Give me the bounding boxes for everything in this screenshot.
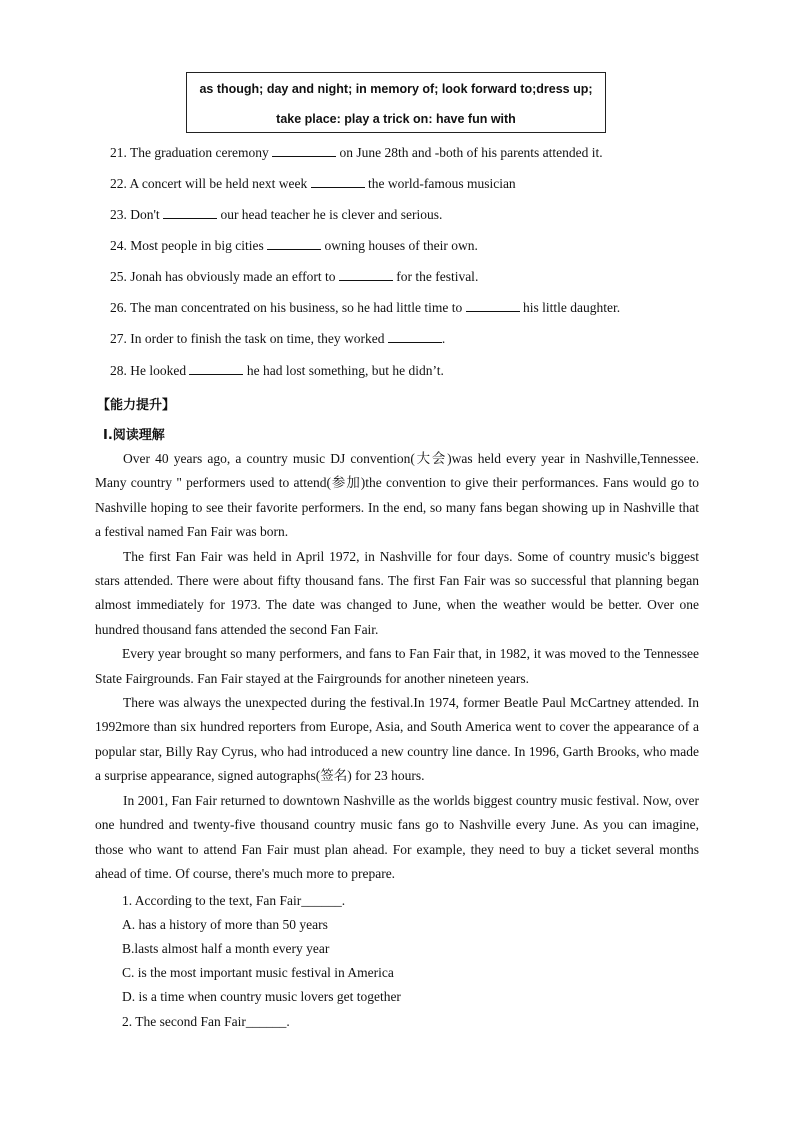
question-1-option-d[interactable]: D. is a time when country music lovers get together: [122, 989, 401, 1004]
question-text: In order to finish the task on time, they worked: [130, 331, 385, 346]
passage-paragraph: In 2001, Fan Fair returned to downtown Nashville as the worlds biggest country music festival. Now, over one hundred and twenty-five thousand country music fans go to Nashville every June. As you can imagine, those who want to attend Fan Fair must plan ahead. For example, they need to buy a ticket several months ahead of time. Of course, there's much more to prepare.: [95, 792, 699, 881]
answer-blank[interactable]: [466, 300, 520, 312]
question-1-option-c[interactable]: C. is the most important music festival in America: [122, 965, 394, 980]
question-text: owning houses of their own.: [324, 238, 478, 253]
question-text: The man concentrated on his business, so he had little time to: [130, 300, 463, 315]
question-1-stem: 1. According to the text, Fan Fair______.: [122, 893, 346, 908]
question-2-stem: 2. The second Fan Fair______.: [122, 1014, 290, 1029]
question-text: for the festival.: [396, 269, 479, 284]
question-text: he had lost something, but he didn’t.: [246, 363, 444, 378]
phrase-bank-line-1: as though; day and night; in memory of; look forward to;dress up;: [199, 82, 593, 96]
answer-blank[interactable]: [388, 331, 442, 343]
question-text: the world-famous musician: [367, 176, 516, 191]
question-text: The graduation ceremony: [130, 145, 269, 160]
phrase-bank-box: [186, 72, 606, 133]
question-text: Jonah has obviously made an effort to: [130, 269, 336, 284]
question-26: [110, 300, 620, 316]
question-text: our head teacher he is clever and serious.: [220, 207, 443, 222]
answer-blank[interactable]: [272, 145, 336, 157]
question-text: Most people in big cities: [130, 238, 264, 253]
question-27: [110, 331, 445, 347]
question-28: [110, 363, 444, 379]
question-text: Don't: [130, 207, 160, 222]
question-number: 24.: [110, 238, 127, 253]
answer-blank[interactable]: [339, 269, 393, 281]
question-22: [110, 176, 516, 192]
question-23: [110, 207, 442, 223]
question-number: 28.: [110, 363, 127, 378]
question-number: 27.: [110, 331, 127, 346]
section-title: 【能力提升】: [97, 398, 176, 413]
question-25: [110, 269, 478, 285]
question-number: 23.: [110, 207, 127, 222]
answer-blank[interactable]: [189, 363, 243, 375]
question-1-option-b[interactable]: B.lasts almost half a month every year: [122, 941, 330, 956]
passage-paragraph: Over 40 years ago, a country music DJ convention(大会)was held every year in Nashville,Tennessee. Many country " performers used to attend(参加)the convention to give their performances. Fans would go to Nashville hoping to see their favorite performers. In the end, so many fans began showing up in Nashville that a festival named Fan Fair was born.: [95, 451, 699, 540]
question-1-option-a[interactable]: A. has a history of more than 50 years: [122, 917, 328, 932]
question-number: 21.: [110, 145, 127, 160]
question-number: 22.: [110, 176, 127, 191]
question-text: .: [441, 331, 446, 346]
question-24: [110, 238, 478, 254]
reading-comprehension-title: Ⅰ.阅读理解: [103, 428, 165, 443]
passage-paragraph: The first Fan Fair was held in April 1972, in Nashville for four days. Some of country music's biggest stars attended. There were about fifty thousand fans. The first Fan Fair was so successful that planning began almost immediately for 1973. The date was changed to June, when the weather would be better. Over one hundred thousand fans attended the second Fan Fair.: [95, 548, 699, 637]
passage-paragraph: Every year brought so many performers, and fans to Fan Fair that, in 1982, it was moved to the Tennessee State Fairgrounds. Fan Fair stayed at the Fairgrounds for another nineteen years.: [95, 646, 699, 686]
question-text: He looked: [130, 363, 187, 378]
answer-blank[interactable]: [267, 238, 321, 250]
answer-blank[interactable]: [311, 176, 365, 188]
question-number: 26.: [110, 300, 127, 315]
question-text: A concert will be held next week: [129, 176, 308, 191]
question-21: [110, 145, 603, 161]
phrase-bank-line-2: take place: play a trick on: have fun with: [276, 112, 516, 126]
question-text: his little daughter.: [522, 300, 621, 315]
passage-paragraph: There was always the unexpected during the festival.In 1974, former Beatle Paul McCartney attended. In 1992more than six hundred reporters from Europe, Asia, and South America went to cover the appearance of a popular star, Billy Ray Cyrus, who had introduced a new country line dance. In 1996, Garth Brooks, who made a surprise appearance, signed autographs(签名) for 23 hours.: [95, 695, 699, 784]
reading-passage: [95, 447, 699, 886]
question-text: on June 28th and -both of his parents attended it.: [339, 145, 603, 160]
question-number: 25.: [110, 269, 127, 284]
answer-blank[interactable]: [163, 207, 217, 219]
